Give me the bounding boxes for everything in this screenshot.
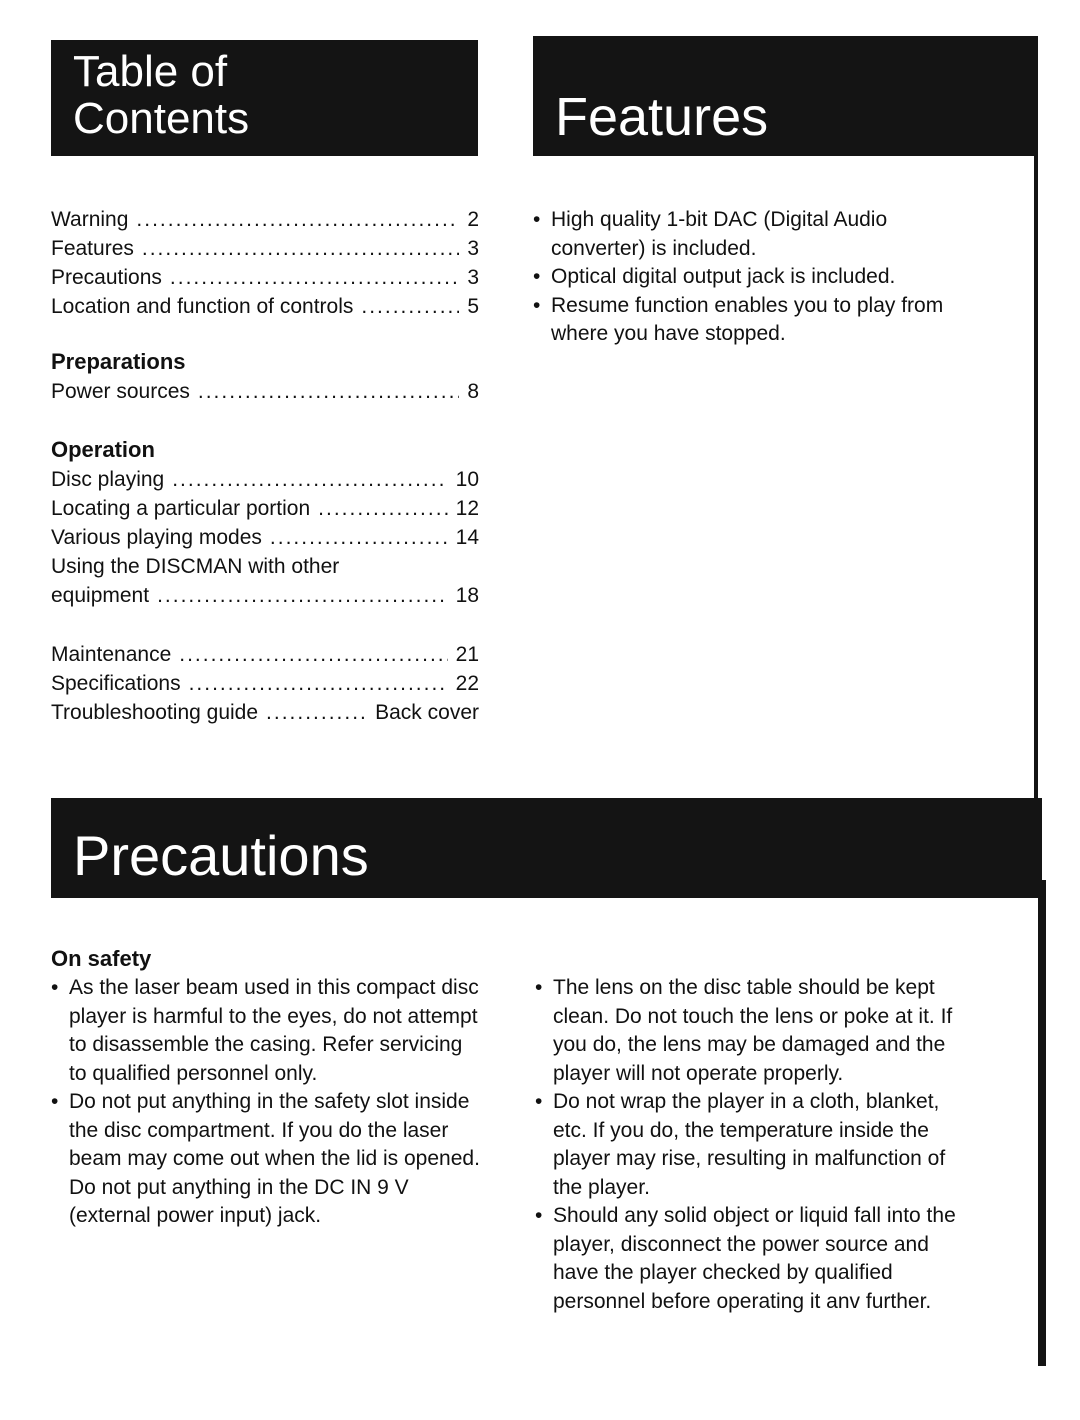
toc-entry-title: Specifications (51, 672, 181, 695)
toc-entry[interactable] (51, 523, 479, 552)
dot-leader (189, 669, 448, 698)
toc-group-operation (51, 435, 479, 610)
toc-entry-page: 3 (467, 266, 479, 289)
toc-entry-title: equipment (51, 584, 150, 607)
features-title: Features (555, 87, 769, 147)
toc-entry[interactable] (51, 494, 479, 523)
toc-entry-title: Warning (51, 208, 129, 231)
feature-item: • Optical digital output jack is included. (533, 263, 953, 292)
toc-entry[interactable] (51, 581, 479, 610)
on-safety-heading: On safety (51, 946, 152, 971)
dot-leader (142, 234, 459, 263)
dot-leader (172, 465, 447, 494)
feature-item: • High quality 1-bit DAC (Digital Audio converter) is included. (533, 206, 953, 263)
dot-leader (318, 494, 447, 523)
toc-section-heading: Operation (51, 437, 155, 462)
toc-entry-title: Precautions (51, 266, 162, 289)
precaution-item: • Do not put anything in the safety slot inside the disc compartment. If you do the laser beam may come out when the lid is opened. Do not put anything in the DC IN 9 V (external power input) jack. (51, 1088, 481, 1231)
toc-entry-title: Location and function of controls (51, 295, 354, 318)
toc-entry-page: 2 (467, 208, 479, 231)
toc-entry[interactable] (51, 234, 479, 263)
dot-leader (198, 377, 459, 406)
toc-entry-page: 18 (455, 584, 479, 607)
toc-group-preparations (51, 347, 479, 406)
toc-entry-page: 12 (455, 497, 479, 520)
dot-leader (157, 581, 448, 610)
dot-leader (179, 640, 447, 669)
precautions-title: Precautions (73, 824, 369, 887)
toc-entry[interactable] (51, 698, 479, 727)
precautions-right-column (535, 974, 965, 1316)
precaution-item: • Do not wrap the player in a cloth, blanket, etc. If you do, the temperature inside the player may rise, resulting in malfunction of the player. (535, 1088, 965, 1202)
toc-entry-title: Features (51, 237, 134, 260)
toc-title-line-1: Table of (73, 47, 228, 96)
toc-entry-page: 22 (455, 672, 479, 695)
toc-entry-title: Troubleshooting guide (51, 701, 259, 724)
precaution-item: • The lens on the disc table should be kept clean. Do not touch the lens or poke at it. If you do, the lens may be damaged and the player will not operate properly. (535, 974, 965, 1088)
toc-entry[interactable] (51, 292, 479, 321)
toc-entry[interactable] (51, 205, 479, 234)
precautions-banner (51, 798, 1042, 898)
right-edge-rule (1038, 880, 1046, 1366)
precaution-item: • Should any solid object or liquid fall into the player, disconnect the power source and have the player checked by qualified personnel before operating it anv further. (535, 1202, 965, 1316)
toc-entry-title: Locating a particular portion (51, 497, 311, 520)
toc-entry-page: Back cover (375, 701, 479, 724)
dot-leader (170, 263, 459, 292)
precautions-left-column (51, 944, 481, 1231)
toc-entry-title: Disc playing (51, 468, 165, 491)
dot-leader (266, 698, 367, 727)
toc-entry-title: Various playing modes (51, 526, 262, 549)
toc-section-heading: Preparations (51, 349, 186, 374)
toc-entry[interactable] (51, 263, 479, 292)
toc-group-general (51, 205, 479, 321)
toc-entry-page: 10 (455, 468, 479, 491)
toc-entry[interactable] (51, 465, 479, 494)
right-edge-rule (1034, 150, 1038, 810)
toc-entry-page: 3 (467, 237, 479, 260)
dot-leader (361, 292, 459, 321)
dot-leader (270, 523, 448, 552)
table-of-contents-banner (51, 40, 478, 156)
toc-entry-title-line: Using the DISCMAN with other (51, 555, 340, 578)
toc-entry-title: Maintenance (51, 643, 172, 666)
toc-entry[interactable] (51, 669, 479, 698)
dot-leader (136, 205, 459, 234)
toc-entry[interactable] (51, 377, 479, 406)
toc-group-maintenance (51, 640, 479, 727)
toc-entry-page: 21 (455, 643, 479, 666)
toc-title-line-2: Contents (73, 94, 250, 143)
precaution-item: • As the laser beam used in this compact disc player is harmful to the eyes, do not attempt to disassemble the casing. Refer servicing to qualified personnel only. (51, 974, 481, 1088)
toc-entry-page: 14 (455, 526, 479, 549)
toc-entry-title: Power sources (51, 380, 190, 403)
feature-item: • Resume function enables you to play from where you have stopped. (533, 292, 953, 349)
features-banner (533, 36, 1038, 156)
toc-entry-page: 8 (467, 380, 479, 403)
toc-entry-page: 5 (467, 295, 479, 318)
toc-entry[interactable] (51, 640, 479, 669)
features-list (533, 206, 953, 349)
